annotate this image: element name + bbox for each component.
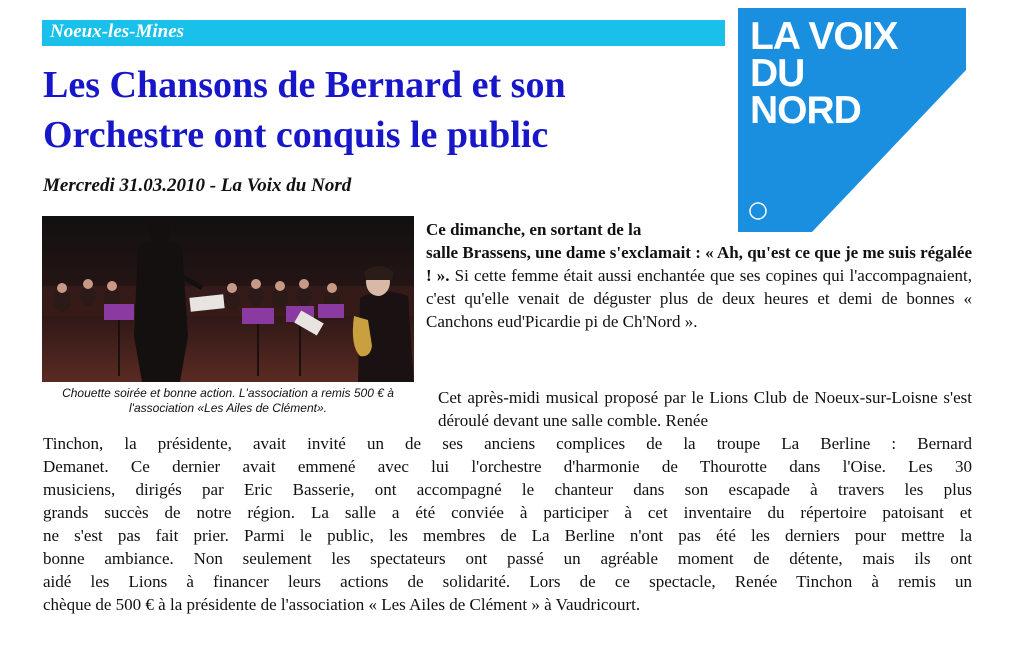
intro-first-line: Ce dimanche, en sortant de la — [426, 220, 642, 239]
article-dateline: Mercredi 31.03.2010 - La Voix du Nord — [43, 175, 352, 196]
article-title: Les Chansons de Bernard et son Orchestre ont conquis le public — [43, 64, 566, 156]
logo-wordmark: LA VOIX DU NORD — [750, 15, 898, 132]
paragraph-2-start: Cet après-midi musical proposé par le Lions Club de Noeux-sur-Loisne s'est déroulé devant une salle comble. Renée — [438, 388, 972, 430]
paragraph-line: musiciens, dirigés par Eric Basserie, ont accompagné le chanteur dans son escapade à travers les plus — [43, 480, 972, 499]
paragraph-line: Demanet. Ce dernier avait emmené avec lui l'orchestre d'harmonie de Thourotte dans l'Oise. Les 30 — [43, 457, 972, 476]
intro-rest: Si cette femme était aussi enchantée que ses copines qui l'accompagnaient, c'est qu'elle venait de déguster plus de deux heures et demi de bonnes « Canchons eud'Picardie pi de Ch'Nord ». — [426, 266, 973, 331]
paragraph-line: bonne ambiance. Non seulement les spectateurs ont passé un agréable moment de détente, mais ils ont — [43, 549, 972, 568]
article-intro — [426, 218, 972, 333]
section-location-label: Noeux-les-Mines — [50, 21, 185, 42]
paragraph-line: chèque de 500 € à la présidente de l'association « Les Ailes de Clément » à Vaudricourt. — [43, 595, 641, 614]
paragraph-line: Tinchon, la présidente, avait invité un de ses anciens complices de la troupe La Berline : Bernard — [43, 434, 972, 453]
intro-quote: salle Brassens, une dame s'exclamait : « Ah, qu'est ce que je me suis régalée ! ». — [426, 243, 972, 285]
concert-photo — [42, 216, 414, 382]
photo-caption: Chouette soirée et bonne action. L'association a remis 500 € à l'association «Les Ailes de Clément». — [62, 386, 394, 415]
paragraph-line: grands succès de notre région. La salle a été conviée à participer à cet inventaire du répertoire patoisant et — [43, 503, 972, 522]
paragraph-2-body — [43, 432, 972, 616]
paragraph-line: aidé les Lions à financer leurs actions de solidarité. Lors de ce spectacle, Renée Tinchon à remis un — [43, 572, 972, 591]
newspaper-logo — [738, 8, 966, 232]
paragraph-line: ne s'est pas fait prier. Parmi le public, les membres de La Berline n'ont pas été les derniers pour mettre la — [43, 526, 972, 545]
section-location-bar — [42, 20, 725, 46]
